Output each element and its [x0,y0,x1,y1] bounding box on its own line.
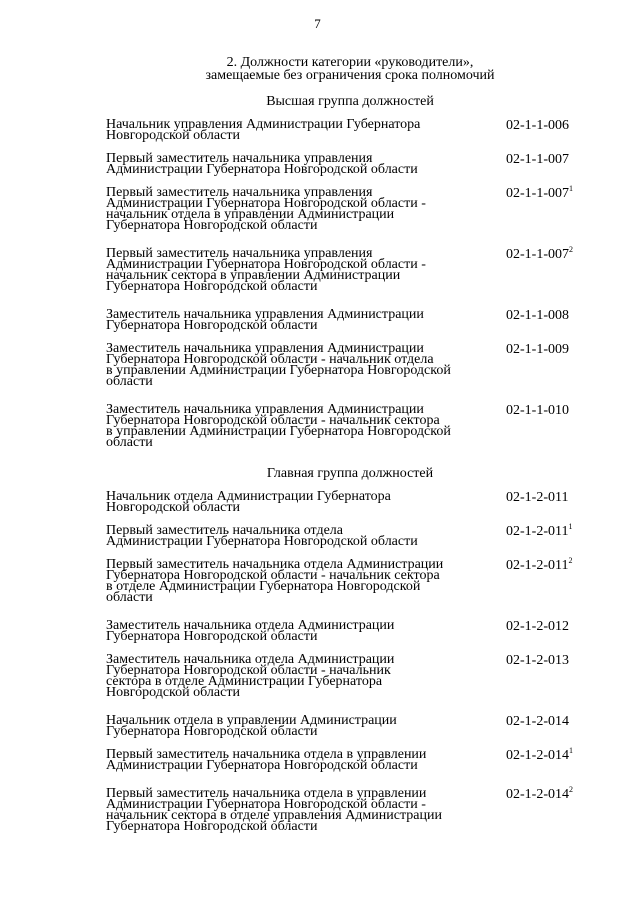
position-title-line: начальник сектора в отделе управления Администрации [106,808,442,823]
position-title-line: Губернатора Новгородской области - начальник [106,663,391,678]
section-title-line: 2. Должности категории «руководители», [226,55,474,70]
position-code-number: 02-1-2-014 [506,787,569,802]
position-title-line: Администрации Губернатора Новгородской области - [106,797,426,812]
position-code-number: 02-1-2-014 [506,748,569,763]
position-entry [106,785,606,834]
position-title-line: области [106,374,153,389]
position-code-superscript: 2 [569,245,573,254]
position-code-superscript: 1 [568,522,573,531]
position-code-number: 02-1-1-007 [506,247,569,262]
position-title-line: Администрации Губернатора Новгородской области - [106,257,426,272]
position-entry [106,245,606,294]
position-code-number: 02-1-1-007 [506,152,569,167]
position-title-line: Администрации Губернатора Новгородской области [106,162,418,177]
position-code-number: 02-1-2-011 [506,524,569,539]
position-title-line: Начальник отдела в управлении Администрации [106,713,397,728]
position-entry [106,153,606,175]
position-code-superscript: 1 [569,746,573,755]
position-title-line: Новгородской области [106,500,240,515]
position-code [506,245,573,262]
position-code [506,746,573,763]
position-title-line: Заместитель начальника управления Администрации [106,402,424,417]
position-entry [106,309,606,331]
position-title-line: в управлении Администрации Губернатора Новгородской [106,424,451,439]
position-entry [106,404,606,448]
position-title-line: Начальник управления Администрации Губернатора [106,117,421,132]
section-title [0,56,635,82]
position-title-line: Первый заместитель начальника управления [106,151,373,166]
position-title-line: начальник отдела в управлении Администрации [106,207,395,222]
position-title-line: Заместитель начальника отдела Администрации [106,652,395,667]
position-title-line: Губернатора Новгородской области [106,819,318,834]
position-entry [106,119,606,141]
position-title-line: Администрации Губернатора Новгородской области - [106,196,426,211]
position-code [506,343,569,357]
position-code-number: 02-1-1-008 [506,308,569,323]
position-entry [106,746,606,773]
position-title-line: сектора в отделе Администрации Губернатора [106,674,383,689]
position-code-number: 02-1-1-009 [506,342,569,357]
position-code [506,715,569,729]
position-entry [106,654,606,698]
position-code [506,620,569,634]
position-code [506,119,569,133]
position-code-number: 02-1-2-014 [506,714,569,729]
position-code-number: 02-1-2-011 [506,558,569,573]
position-code-superscript: 1 [569,184,573,193]
position-title-line: Первый заместитель начальника управления [106,246,373,261]
position-title-line: начальник сектора в управлении Администрации [106,268,401,283]
position-title-line: Первый заместитель начальника отдела [106,523,343,538]
position-title-line: Новгородской области [106,685,240,700]
position-code [506,522,573,539]
position-entry [106,184,606,233]
position-title-line: Губернатора Новгородской области - начальник сектора [106,568,440,583]
page-number: 7 [314,16,321,31]
position-title-line: Губернатора Новгородской области [106,279,318,294]
position-title-line: области [106,435,153,450]
position-title-line: Губернатора Новгородской области [106,629,318,644]
position-code [506,491,568,505]
position-title-line: в управлении Администрации Губернатора Новгородской [106,363,451,378]
position-title-line: Администрации Губернатора Новгородской области [106,758,418,773]
position-entry [106,491,606,513]
position-code [506,153,569,167]
position-code-number: 02-1-1-007 [506,186,569,201]
position-title-line: Первый заместитель начальника отдела в управлении [106,747,427,762]
position-code-number: 02-1-2-011 [506,490,569,505]
position-code [506,184,573,201]
position-entry [106,715,606,737]
position-title-line: Заместитель начальника управления Администрации [106,341,424,356]
position-code-number: 02-1-2-013 [506,653,569,668]
position-title-line: Администрации Губернатора Новгородской области [106,534,418,549]
position-code [506,309,569,323]
position-title-line: Первый заместитель начальника отдела Администрации [106,557,444,572]
position-entry [106,522,606,549]
position-title-line: Губернатора Новгородской области [106,218,318,233]
position-title-line: области [106,590,153,605]
position-code-number: 02-1-1-010 [506,403,569,418]
position-code [506,785,573,802]
position-title-line: Первый заместитель начальника отдела в управлении [106,786,427,801]
position-code-number: 02-1-2-012 [506,619,569,634]
position-code [506,556,573,573]
position-title-line: Заместитель начальника управления Администрации [106,307,424,322]
position-title-line: Губернатора Новгородской области - начальник отдела [106,352,434,367]
position-entry [106,343,606,387]
position-title-line: Губернатора Новгородской области [106,724,318,739]
group-title: Главная группа должностей [266,466,434,481]
position-title-line: Новгородской области [106,128,240,143]
position-entry [106,556,606,605]
position-code-number: 02-1-1-006 [506,118,569,133]
position-title-line: Губернатора Новгородской области - начальник сектора [106,413,440,428]
position-code [506,404,569,418]
position-code [506,654,569,668]
position-code-superscript: 2 [568,556,573,565]
section-title-line: замещаемые без ограничения срока полномочий [205,68,495,83]
position-title-line: Первый заместитель начальника управления [106,185,373,200]
group-title: Высшая группа должностей [266,94,434,109]
position-title-line: Заместитель начальника отдела Администрации [106,618,395,633]
position-entry [106,620,606,642]
position-title-line: Губернатора Новгородской области [106,318,318,333]
position-title-line: в отделе Администрации Губернатора Новгородской [106,579,421,594]
position-code-superscript: 2 [569,785,573,794]
position-title-line: Начальник отдела Администрации Губернатора [106,489,391,504]
